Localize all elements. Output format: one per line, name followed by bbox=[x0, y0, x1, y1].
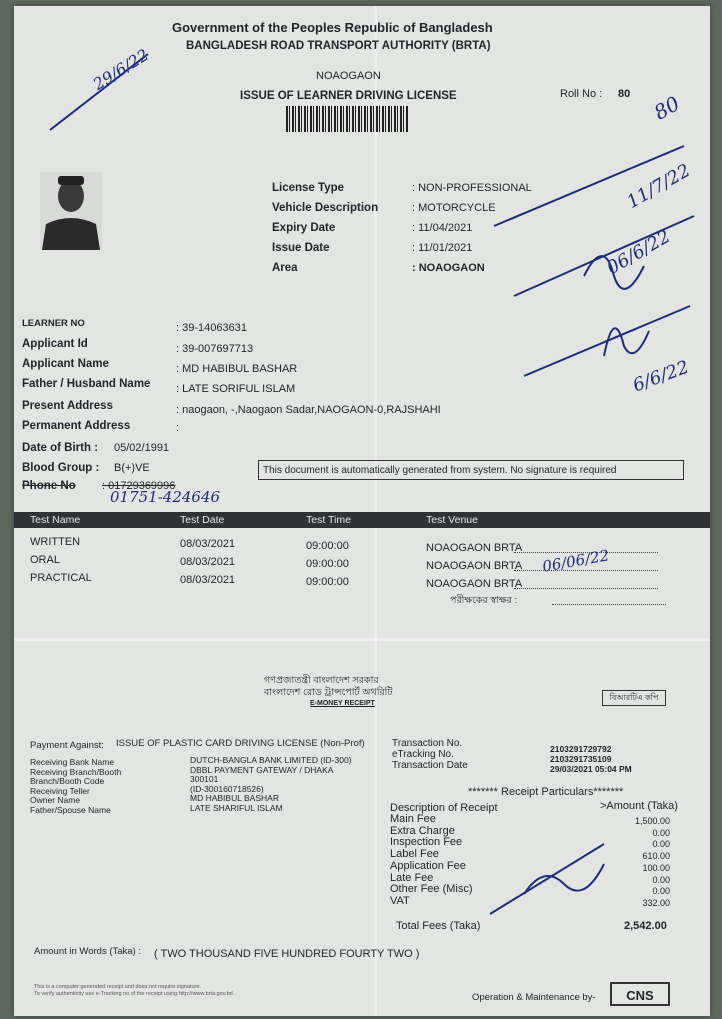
permanent-address-label: Permanent Address bbox=[22, 420, 131, 432]
bank-label: Father/Spouse Name bbox=[30, 804, 111, 815]
fee-label: Label Fee bbox=[390, 848, 439, 861]
learner-no-value: : 39-14063631 bbox=[176, 322, 247, 334]
test-cell: NOAOGAON BRTA bbox=[426, 560, 523, 572]
handwritten-note: 06/6/22 bbox=[603, 226, 674, 279]
fee-amount: 1,500.00 bbox=[634, 816, 670, 826]
father-name-label: Father / Husband Name bbox=[22, 378, 151, 390]
transaction-label: eTracking No. bbox=[392, 749, 454, 760]
fee-label: Main Fee bbox=[390, 813, 436, 825]
expiry-label: Expiry Date bbox=[272, 222, 336, 234]
license-type-value: : NON-PROFESSIONAL bbox=[412, 182, 532, 194]
bank-label: Receiving Teller bbox=[30, 785, 90, 796]
test-cell: NOAOGAON BRTA bbox=[426, 542, 523, 554]
col-test-time: Test Time bbox=[306, 514, 351, 526]
amount-words-label: Amount in Words (Taka) : bbox=[34, 946, 142, 957]
applicant-id-label: Applicant Id bbox=[22, 338, 88, 350]
test-cell: 08/03/2021 bbox=[180, 556, 236, 568]
area-label: Area bbox=[272, 262, 298, 274]
fee-amount: 0.00 bbox=[652, 886, 670, 897]
footer-note: To verify authenticity use e-Tracking no of the receipt using http://www.brta.gov.bd. bbox=[34, 991, 235, 997]
bank-label: Branch/Booth Code bbox=[30, 776, 105, 787]
bank-values bbox=[190, 756, 352, 814]
test-cell: 08/03/2021 bbox=[180, 538, 236, 550]
transaction-value: 29/03/2021 05:04 PM bbox=[550, 764, 632, 774]
transaction-value: 2103291729792 bbox=[550, 744, 612, 754]
blood-group-label: Blood Group : bbox=[22, 462, 100, 474]
money-receipt-title: E-MONEY RECEIPT bbox=[310, 700, 375, 707]
fee-amount: 332.00 bbox=[642, 897, 670, 908]
document-page bbox=[14, 6, 710, 1016]
signature-line bbox=[552, 604, 666, 605]
bank-value: (ID-300160718526) bbox=[190, 783, 264, 794]
system-notice: This document is automatically generated from system. No signature is required bbox=[258, 460, 684, 480]
roll-label: Roll No : bbox=[560, 88, 603, 100]
fee-label: Late Fee bbox=[390, 871, 434, 884]
fee-labels bbox=[390, 814, 473, 908]
amount-header: >Amount (Taka) bbox=[600, 800, 678, 812]
transaction-label: Transaction Date bbox=[392, 760, 468, 771]
phone-label: Phone No bbox=[22, 480, 76, 492]
bank-value: 300101 bbox=[190, 774, 219, 785]
bank-value: LATE SHARIFUL ISLAM bbox=[190, 802, 283, 813]
fee-label: Extra Charge bbox=[390, 824, 455, 837]
fold-line bbox=[14, 638, 710, 641]
footer-note: This is a computer generated receipt and does not require signature. bbox=[34, 984, 201, 990]
barcode bbox=[286, 106, 408, 132]
fee-amount: 0.00 bbox=[652, 827, 670, 838]
description-header: Description of Receipt bbox=[390, 802, 498, 814]
examiner-signature-label: পরীক্ষকের স্বাক্ষর : bbox=[450, 595, 518, 606]
applicant-name-value: : MD HABIBUL BASHAR bbox=[176, 363, 298, 375]
test-cell: NOAOGAON BRTA bbox=[426, 578, 523, 590]
license-type-label: License Type bbox=[272, 182, 345, 194]
signature-line bbox=[514, 570, 658, 571]
dob-value: 05/02/1991 bbox=[114, 442, 170, 454]
signature-line bbox=[514, 588, 658, 589]
authority-title: BANGLADESH ROAD TRANSPORT AUTHORITY (BRTA) bbox=[186, 40, 491, 52]
handwritten-note: 11/7/22 bbox=[623, 160, 694, 213]
fee-amount: 0.00 bbox=[652, 839, 670, 850]
vehicle-label: Vehicle Description bbox=[272, 202, 379, 214]
test-cell: 09:00:00 bbox=[306, 576, 349, 588]
learner-no-label: LEARNER NO bbox=[22, 318, 85, 329]
bank-value: MD HABIBUL BASHAR bbox=[190, 793, 279, 804]
cns-logo: CNS bbox=[610, 982, 670, 1006]
issue-date-value: : 11/01/2021 bbox=[412, 242, 473, 254]
col-test-date: Test Date bbox=[180, 514, 225, 526]
permanent-address-value: : bbox=[176, 422, 180, 434]
bank-label: Receiving Bank Name bbox=[30, 757, 115, 767]
present-address-value: : naogaon, -,Naogaon Sadar,NAOGAON-0,RAJSHAHI bbox=[176, 404, 441, 416]
phone-value: : 01729369996 bbox=[102, 480, 176, 492]
test-cell: WRITTEN bbox=[30, 536, 81, 548]
test-cell: ORAL bbox=[30, 554, 60, 566]
test-cell: PRACTICAL bbox=[30, 572, 92, 584]
fold-line bbox=[374, 6, 377, 1016]
test-cell: 09:00:00 bbox=[306, 558, 349, 570]
test-table-header bbox=[14, 512, 710, 528]
area-value: : NOAOGAON bbox=[412, 262, 485, 274]
fee-amount: 0.00 bbox=[652, 874, 670, 885]
fee-label: Other Fee (Misc) bbox=[390, 883, 473, 896]
fee-label: Application Fee bbox=[390, 859, 466, 872]
transaction-label: Transaction No. bbox=[392, 738, 463, 749]
payment-against-value: ISSUE OF PLASTIC CARD DRIVING LICENSE (Non-Prof) bbox=[116, 738, 365, 749]
issue-date-label: Issue Date bbox=[272, 242, 330, 254]
bank-label: Owner Name bbox=[30, 795, 81, 806]
transaction-values bbox=[550, 744, 632, 774]
applicant-photo bbox=[40, 172, 102, 250]
bn-government: গণপ্রজাতন্ত্রী বাংলাদেশ সরকার bbox=[264, 675, 379, 686]
bank-value: DUTCH-BANGLA BANK LIMITED (ID-300) bbox=[190, 755, 352, 765]
receipt-particulars-title: ******* Receipt Particulars******* bbox=[468, 786, 624, 798]
receipt-pen-strokes bbox=[484, 824, 684, 924]
applicant-name-label: Applicant Name bbox=[22, 358, 109, 370]
vehicle-value: : MOTORCYCLE bbox=[412, 202, 496, 214]
government-title: Government of the Peoples Republic of Bangladesh bbox=[172, 20, 493, 35]
present-address-label: Present Address bbox=[22, 400, 113, 412]
transaction-value: 2103291735109 bbox=[550, 754, 612, 764]
total-fees-label: Total Fees (Taka) bbox=[396, 920, 481, 932]
col-test-name: Test Name bbox=[30, 514, 81, 526]
applicant-id-value: : 39-007697713 bbox=[176, 343, 254, 355]
total-fees-value: 2,542.00 bbox=[624, 920, 667, 932]
bank-value: DBBL PAYMENT GATEWAY / DHAKA bbox=[190, 764, 334, 775]
bn-authority: বাংলাদেশ রোড ট্রান্সপোর্ট অথরিটি bbox=[264, 687, 393, 698]
handwritten-phone: 01751-424646 bbox=[110, 488, 221, 506]
col-test-venue: Test Venue bbox=[426, 514, 478, 526]
father-name-value: : LATE SORIFUL ISLAM bbox=[176, 383, 296, 395]
margin-pen-strokes bbox=[484, 106, 706, 406]
handwritten-test-date: 06/06/22 bbox=[540, 546, 611, 576]
handwritten-roll: 80 bbox=[649, 91, 684, 125]
transaction-labels bbox=[392, 738, 468, 771]
fee-amount: 100.00 bbox=[642, 862, 670, 873]
document-title: ISSUE OF LEARNER DRIVING LICENSE bbox=[240, 90, 457, 102]
roll-value: 80 bbox=[618, 88, 631, 100]
dob-label: Date of Birth : bbox=[22, 442, 99, 454]
blood-group-value: B(+)VE bbox=[114, 462, 150, 474]
expiry-value: : 11/04/2021 bbox=[412, 222, 473, 234]
test-cell: 09:00:00 bbox=[306, 540, 349, 552]
bank-label: Receiving Branch/Booth bbox=[30, 766, 122, 777]
office-copy-box: বিআরটিএ কপি bbox=[602, 690, 666, 706]
fee-label: VAT bbox=[390, 894, 410, 907]
fee-label: Inspection Fee bbox=[390, 836, 463, 849]
amount-words-value: ( TWO THOUSAND FIVE HUNDRED FOURTY TWO ) bbox=[154, 948, 420, 960]
office-name: NOAOGAON bbox=[316, 70, 381, 82]
operation-label: Operation & Maintenance by- bbox=[472, 992, 596, 1003]
handwritten-note: 6/6/22 bbox=[630, 356, 692, 397]
payment-against-label: Payment Against: bbox=[30, 740, 104, 751]
bank-labels bbox=[30, 758, 121, 816]
fee-amount: 610.00 bbox=[642, 851, 670, 862]
test-cell: 08/03/2021 bbox=[180, 574, 236, 586]
handwritten-date: 29/6/22 bbox=[89, 45, 153, 94]
